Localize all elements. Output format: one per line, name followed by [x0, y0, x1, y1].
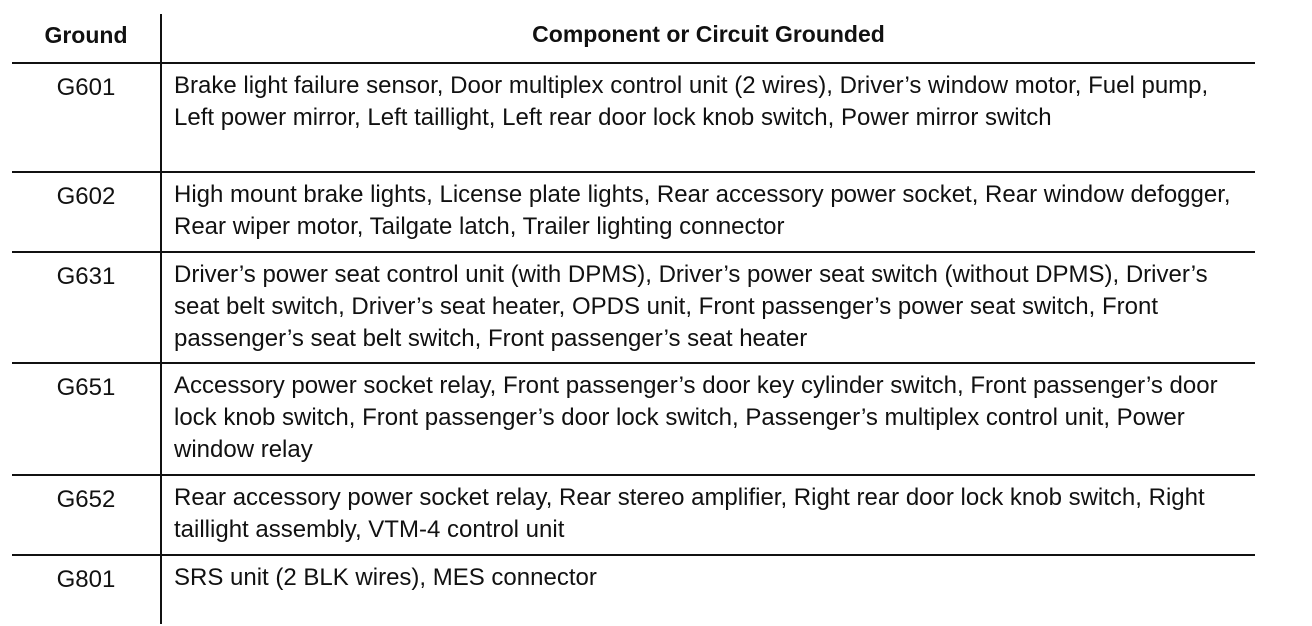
header-component: Component or Circuit Grounded	[532, 21, 885, 47]
table-row	[12, 64, 1255, 171]
ground-id: G801	[56, 566, 116, 593]
grounded-components: Rear accessory power socket relay, Rear stereo amplifier, Right rear door lock knob switch, Right taillight assembly, VTM-4 control unit	[174, 484, 1205, 543]
ground-id: G602	[56, 183, 116, 210]
table-row	[12, 476, 1255, 554]
grounded-components: Driver’s power seat control unit (with DPMS), Driver’s power seat switch (without DPMS), Driver’s seat belt switch, Driver’s seat heater, OPDS unit, Front passenger’s power seat switch, Front passenger’s seat belt switch, Front passenger’s seat heater	[174, 261, 1208, 352]
header-ground: Ground	[44, 22, 128, 48]
table-row	[12, 364, 1255, 474]
table-row	[12, 173, 1255, 251]
table-row	[12, 253, 1255, 362]
table-row	[12, 556, 1255, 624]
ground-table	[12, 0, 1255, 626]
ground-id: G631	[56, 263, 116, 290]
table-header	[12, 0, 1255, 62]
ground-id: G652	[56, 486, 116, 513]
grounded-components: Brake light failure sensor, Door multiplex control unit (2 wires), Driver’s window motor, Fuel pump, Left power mirror, Left taillight, Left rear door lock knob switch, Power mirror switch	[174, 72, 1209, 131]
grounded-components: SRS unit (2 BLK wires), MES connector	[174, 564, 597, 591]
ground-id: G601	[56, 74, 116, 101]
grounded-components: Accessory power socket relay, Front passenger’s door key cylinder switch, Front passenger’s door lock knob switch, Front passenger’s door lock switch, Passenger’s multiplex control unit, Power window relay	[174, 372, 1218, 463]
ground-id: G651	[56, 374, 116, 401]
grounded-components: High mount brake lights, License plate lights, Rear accessory power socket, Rear window defogger, Rear wiper motor, Tailgate latch, Trailer lighting connector	[174, 181, 1231, 240]
